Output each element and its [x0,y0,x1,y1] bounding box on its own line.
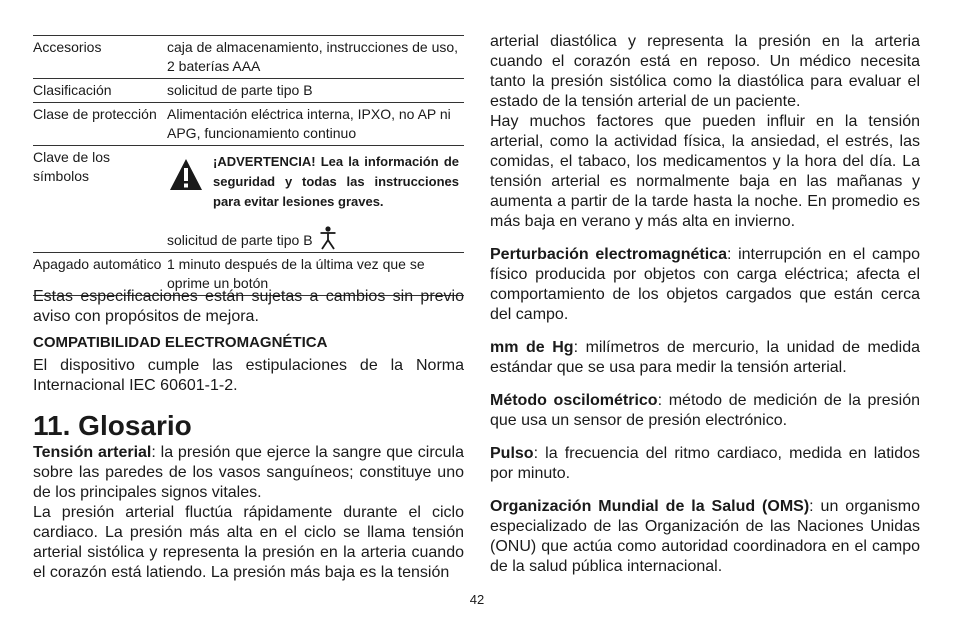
term: Pulso [490,445,534,462]
spec-value: Alimentación eléctrica interna, IPXO, no AP ni APG, funcionamiento continuo [167,103,464,146]
glossary-entry-oscillometric [490,391,920,431]
type-b-applied-part-icon [319,226,337,250]
glossary-entry-emi [490,245,920,325]
spec-key: Clave de los símbolos [33,146,167,253]
definition: : un organismo especializado de las Organización de las Naciones Unidas (ONU) que actúa como autoridad coordinadora en el campo de la salud pública internacional. [490,498,920,575]
spec-key: Clase de protección [33,103,167,146]
spec-value: caja de almacenamiento, instrucciones de uso, 2 baterías AAA [167,36,464,79]
disclaimer-text: Estas especificaciones están sujetas a cambios sin previo aviso con propósitos de mejora. [33,288,464,325]
page-number: 42 [469,592,485,607]
definition: : método de medición de la presión que usa un sensor de presión electrónico. [490,392,920,429]
warning-block [167,152,464,212]
specifications-table [33,35,464,296]
glossary-entry-who [490,497,920,577]
emc-text: El dispositivo cumple las estipulaciones de la Norma Internacional IEC 60601-1-2. [33,357,464,394]
term: Organización Mundial de la Salud (OMS) [490,498,810,515]
spec-key: Accesorios [33,36,167,79]
definition: : la frecuencia del ritmo cardiaco, medida en latidos por minuto. [490,445,920,482]
table-row [33,36,464,79]
right-column [490,32,920,590]
continued-paragraph: arterial diastólica y representa la presión en la arteria cuando el corazón está en reposo. Un médico necesita tanto la presión sistólica como la diastólica para evaluar el estado de la tensión arterial de un paciente. [490,33,920,110]
table-row [33,146,464,253]
table-row [33,103,464,146]
warning-triangle-icon [169,158,203,192]
symbol-line [167,226,464,250]
definition: : la presión que ejerce la sangre que circula sobre las paredes de los vasos sanguíneos; constituye uno de los principales signos vitales. [33,444,464,501]
definition: : interrupción en el campo físico producida por objetos con carga eléctrica; afecta el comportamiento de los objetos cargados que están cerca del campo. [490,246,920,323]
term: mm de Hg [490,339,574,356]
spec-key: Apagado automático [33,253,167,296]
spec-value: 1 minuto después de la última vez que se oprime un botón [167,253,464,296]
spec-value: solicitud de parte tipo B [167,79,464,103]
blood-pressure-paragraph: La presión arterial fluctúa rápidamente durante el ciclo cardiaco. La presión más alta en el ciclo se llama tensión arterial sistólica y representa la presión en la arteria cuando el corazón está latiendo. La presión más baja es la tensión [33,504,464,581]
factors-paragraph: Hay muchos factores que pueden influir en la tensión arterial, como la actividad física, la ansiedad, el estrés, las comidas, el tabaco, los medicamentos y la hora del día. La tensión arterial es normalmente baja en las mañanas y aumenta a partir de la tarde hasta la noche. En promedio es más baja en verano y más alta en invierno. [490,113,920,230]
emc-heading: COMPATIBILIDAD ELECTROMAGNÉTICA [33,334,328,351]
warning-text: ¡ADVERTENCIA! Lea la información de seguridad y todas las instrucciones para evitar lesiones graves. [213,154,459,209]
term: Método oscilométrico [490,392,658,409]
glossary-entry-blood-pressure [33,443,464,503]
term: Tensión arterial [33,444,152,461]
spec-key: Clasificación [33,79,167,103]
definition: : milímetros de mercurio, la unidad de medida estándar que se usa para medir la tensión arterial. [490,339,921,376]
spec-value [167,146,464,253]
term: Perturbación electromagnética [490,246,727,263]
spec-value: solicitud de parte tipo B [167,232,313,248]
glossary-entry-pulse [490,444,920,484]
table-row [33,79,464,103]
glossary-heading: 11. Glosario [33,410,192,441]
glossary-entry-mmhg [490,338,920,378]
